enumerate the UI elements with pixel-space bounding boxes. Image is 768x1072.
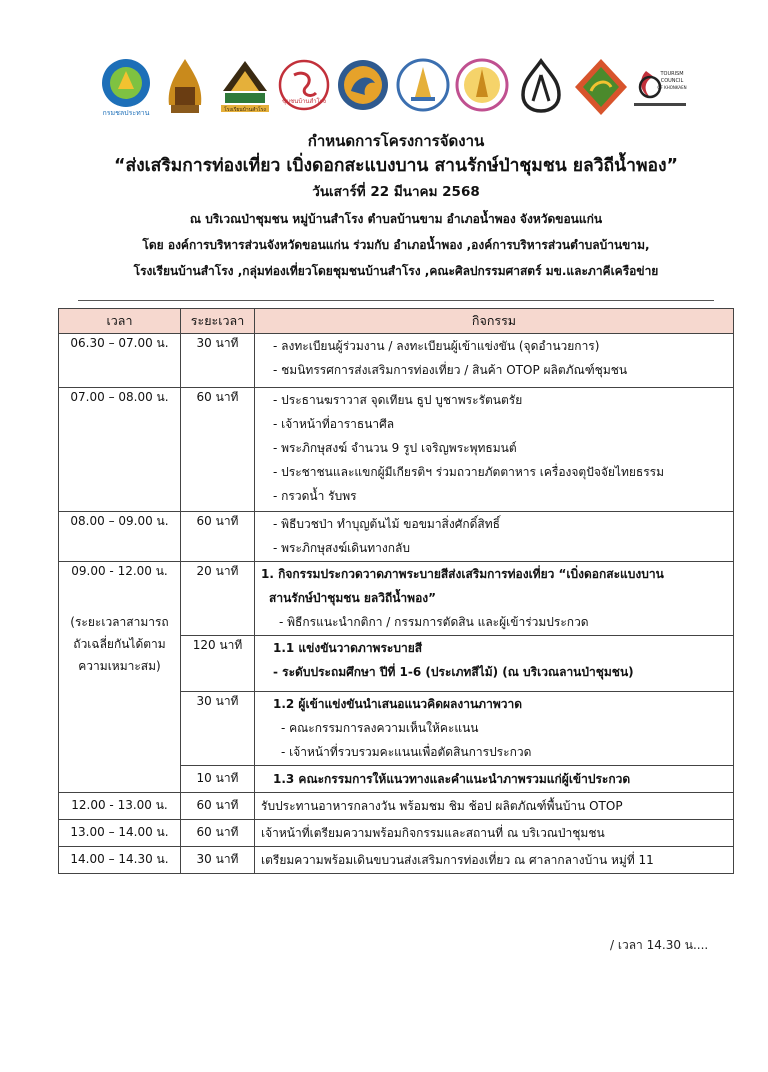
row-activity	[255, 334, 734, 388]
row-duration: 60 นาที	[181, 793, 255, 820]
activity-title: - ระดับประถมศึกษา ปีที่ 1-6 (ประเภทสีไม้) (ณ บริเวณลานป่าชุมชน)	[273, 665, 634, 679]
document-header	[60, 126, 732, 284]
svg-text:OF KHONKAEN: OF KHONKAEN	[657, 85, 687, 90]
logo-tourism-green	[573, 57, 629, 119]
activity-line: - ลงทะเบียนผู้ร่วมงาน / ลงทะเบียนผู้เข้าแข่งขัน (จุดอำนวยการ)	[273, 339, 600, 353]
row-duration: 30 นาที	[181, 692, 255, 766]
row-duration: 30 นาที	[181, 334, 255, 388]
activity-title: 1.1 แข่งขันวาดภาพระบายสี	[273, 641, 423, 655]
table-row	[59, 847, 734, 874]
row-time-group	[59, 562, 181, 793]
activity-line: - เจ้าหน้าที่อาราธนาศีล	[273, 417, 395, 431]
activity-line: - พระภิกษุสงฆ์ จำนวน 9 รูป เจริญพระพุทธมนต์	[273, 441, 517, 455]
row-time: 08.00 – 09.00 น.	[59, 512, 181, 562]
partner-logos	[98, 52, 688, 124]
row-time: 14.00 – 14.30 น.	[59, 847, 181, 874]
logo-school	[217, 57, 273, 119]
row-duration: 60 นาที	[181, 512, 255, 562]
activity-line: - ชมนิทรรศการส่งเสริมการท่องเที่ยว / สินค้า OTOP ผลิตภัณฑ์ชุมชน	[273, 363, 628, 377]
svg-text:กรมชลประทาน: กรมชลประทาน	[102, 109, 150, 117]
activity-title: 1.3 คณะกรรมการให้แนวทางและคำแนะนำภาพรวมแก่ผู้เข้าประกวด	[273, 772, 631, 786]
activity-line: - พิธีบวชป่า ทำบุญต้นไม้ ขอขมาสิ่งศักดิ์สิทธิ์	[273, 517, 500, 531]
schedule-table	[58, 308, 734, 874]
logo-dept-of-local-admin	[98, 57, 154, 119]
svg-text:TOURISM: TOURISM	[660, 71, 684, 77]
logo-fine-arts	[513, 57, 569, 119]
row-duration: 10 นาที	[181, 766, 255, 793]
row-duration: 30 นาที	[181, 847, 255, 874]
activity-line: - ประธานฆราวาส จุดเทียน ธูป บูชาพระรัตนตรัย	[273, 393, 523, 407]
logo-tambon	[454, 57, 510, 119]
logo-district	[395, 57, 451, 119]
logo-tat	[335, 57, 391, 119]
row-time: 07.00 – 08.00 น.	[59, 388, 181, 512]
row-activity	[255, 636, 734, 692]
schedule-title: กำหนดการโครงการจัดงาน	[307, 132, 485, 150]
activity-title: 1. กิจกรรมประกวดวาดภาพระบายสีส่งเสริมการท่องเที่ยว “เบิ่งดอกสะแบงบาน	[261, 567, 664, 581]
row-time: 12.00 - 13.00 น.	[59, 793, 181, 820]
row-activity	[255, 692, 734, 766]
row-activity	[255, 766, 734, 793]
col-header-activity: กิจกรรม	[255, 309, 734, 334]
col-header-time: เวลา	[59, 309, 181, 334]
table-row	[59, 562, 734, 636]
row-time: 06.30 – 07.00 น.	[59, 334, 181, 388]
table-row	[59, 820, 734, 847]
row-duration: 20 นาที	[181, 562, 255, 636]
activity-line: - พิธีกรแนะนำกติกา / กรรมการตัดสิน และผู้เข้าร่วมประกวด	[279, 615, 589, 629]
row-activity	[255, 512, 734, 562]
row-duration: 60 นาที	[181, 388, 255, 512]
row-time-note: (ระยะเวลาสามารถ ถัวเฉลี่ยกันได้ตาม ความเหมาะสม)	[70, 615, 169, 673]
row-activity: รับประทานอาหารกลางวัน พร้อมชม ชิม ช้อป ผลิตภัณฑ์พื้นบ้าน OTOP	[255, 793, 734, 820]
project-name: “ส่งเสริมการท่องเที่ยว เบิ่งดอกสะแบงบาน สานรักษ์ป่าชุมชน ยลวิถีน้ำพอง”	[113, 156, 679, 176]
table-row	[59, 334, 734, 388]
event-location: ณ บริเวณป่าชุมชน หมู่บ้านสำโรง ตำบลบ้านขาม อำเภอน้ำพอง จังหวัดขอนแก่น	[189, 212, 603, 226]
activity-title: 1.2 ผู้เข้าแข่งขันนำเสนอแนวคิดผลงานภาพวาด	[273, 697, 522, 711]
table-header-row	[59, 309, 734, 334]
table-row	[59, 512, 734, 562]
row-activity	[255, 562, 734, 636]
row-activity	[255, 388, 734, 512]
logo-community	[276, 57, 332, 119]
event-date: วันเสาร์ที่ 22 มีนาคม 2568	[312, 184, 480, 200]
logo-khon-kaen-pao	[157, 57, 213, 119]
row-time: 13.00 – 14.00 น.	[59, 820, 181, 847]
activity-title: สานรักษ์ป่าชุมชน ยลวิถีน้ำพอง”	[269, 591, 437, 605]
svg-text:ชุมชนบ้านสำโรง: ชุมชนบ้านสำโรง	[282, 98, 326, 105]
row-time: 09.00 - 12.00 น.	[71, 564, 168, 578]
row-duration: 120 นาที	[181, 636, 255, 692]
organizers-line-1: โดย องค์การบริหารส่วนจังหวัดขอนแก่น ร่วมกับ อำเภอน้ำพอง ,องค์การบริหารส่วนตำบลบ้านขาม,	[142, 238, 650, 252]
activity-line: - คณะกรรมการลงความเห็นให้คะแนน	[281, 721, 479, 735]
activity-line: - กรวดน้ำ รับพร	[273, 489, 357, 503]
table-row	[59, 793, 734, 820]
row-activity: เตรียมความพร้อมเดินขบวนส่งเสริมการท่องเที่ยว ณ ศาลากลางบ้าน หมู่ที่ 11	[255, 847, 734, 874]
organizers-line-2: โรงเรียนบ้านสำโรง ,กลุ่มท่องเที่ยวโดยชุมชนบ้านสำโรง ,คณะศิลปกรรมศาสตร์ มข.และภาคีเครือข่าย	[133, 264, 659, 278]
activity-line: - พระภิกษุสงฆ์เดินทางกลับ	[273, 541, 410, 555]
col-header-duration: ระยะเวลา	[181, 309, 255, 334]
activity-line: - เจ้าหน้าที่รวบรวมคะแนนเพื่อตัดสินการประกวด	[281, 745, 532, 759]
svg-text:COUNCIL: COUNCIL	[660, 78, 684, 84]
svg-text:โรงเรียนบ้านสำโรง: โรงเรียนบ้านสำโรง	[223, 107, 266, 113]
logo-tourism-council	[632, 57, 688, 119]
header-divider	[78, 300, 714, 301]
end-note: / เวลา 14.30 น....	[610, 938, 709, 952]
table-row	[59, 388, 734, 512]
row-activity: เจ้าหน้าที่เตรียมความพร้อมกิจกรรมและสถานที่ ณ บริเวณป่าชุมชน	[255, 820, 734, 847]
row-duration: 60 นาที	[181, 820, 255, 847]
activity-line: - ประชาชนและแขกผู้มีเกียรติฯ ร่วมถวายภัตตาหาร เครื่องจตุปัจจัยไทยธรรม	[273, 465, 665, 479]
